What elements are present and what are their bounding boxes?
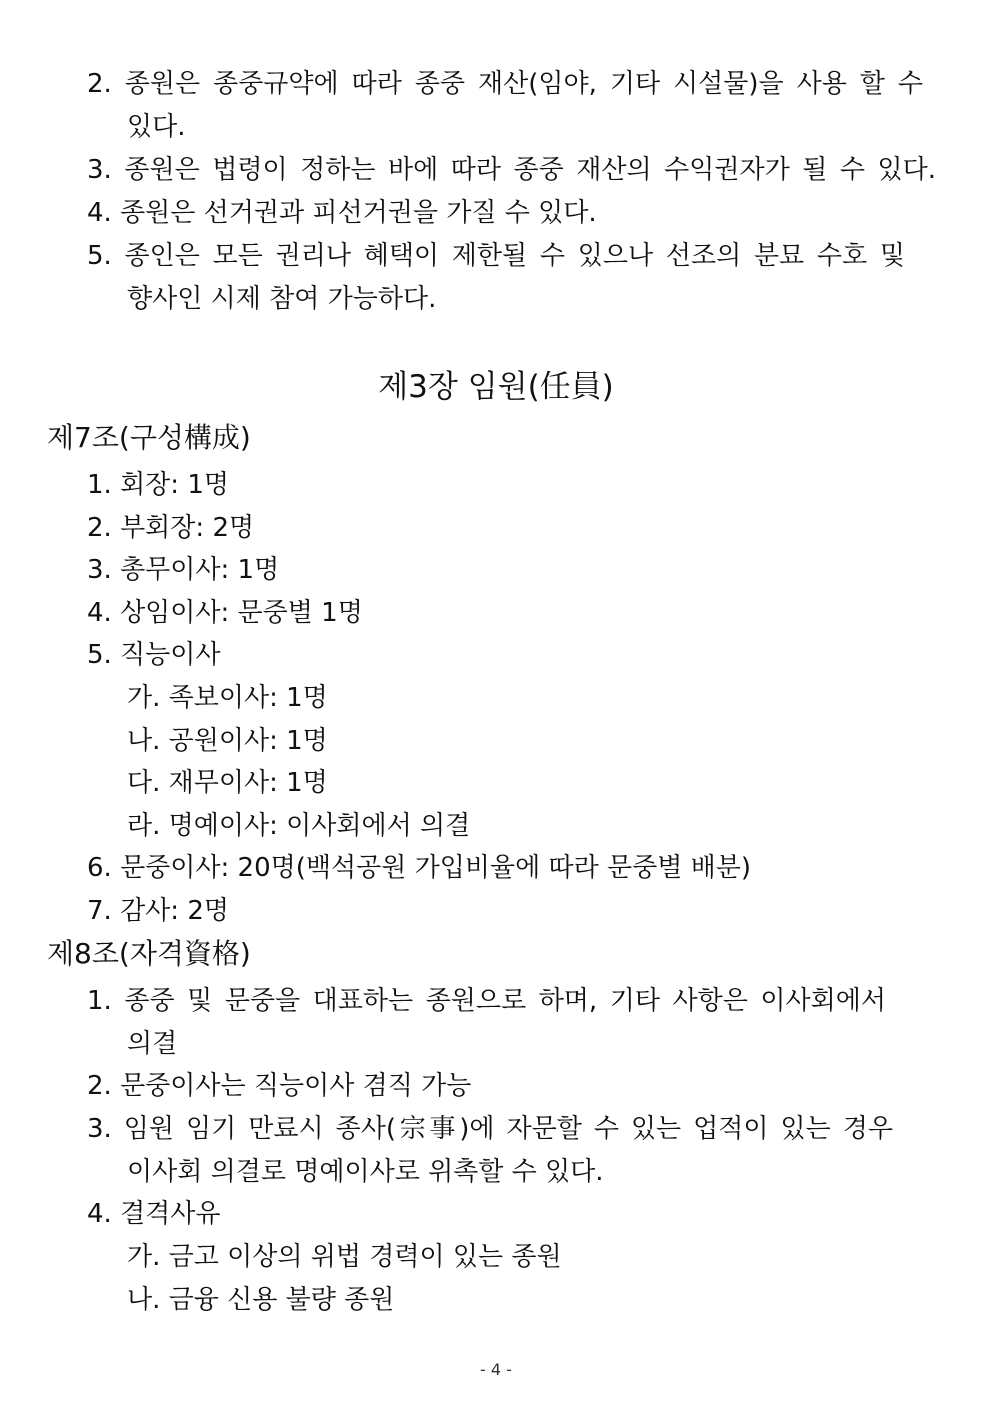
article-7-sub-item: 가. 족보이사: 1명	[127, 683, 328, 713]
article-7-title: 제7조(구성構成)	[47, 421, 251, 454]
article-8-sub-item: 나. 금융 신용 불량 종원	[127, 1285, 395, 1315]
item-2-line1: 2. 종원은 종중규약에 따라 종중 재산(임야, 기타 시설물)을 사용 할 수	[87, 69, 923, 99]
item-4: 4. 종원은 선거권과 피선거권을 가질 수 있다.	[87, 198, 597, 228]
article-7-item: 7. 감사: 2명	[87, 896, 229, 926]
item-3: 3. 종원은 법령이 정하는 바에 따라 종중 재산의 수익권자가 될 수 있다.	[87, 155, 936, 185]
article-8-item-1-line2: 의결	[127, 1029, 178, 1059]
article-8-item-3-line2: 이사회 의결로 명예이사로 위촉할 수 있다.	[127, 1157, 604, 1187]
article-8-item-1-line1: 1. 종중 및 문중을 대표하는 종원으로 하며, 기타 사항은 이사회에서	[87, 986, 886, 1016]
article-7-item: 1. 회장: 1명	[87, 470, 229, 500]
article-8-item-3-line1: 3. 임원 임기 만료시 종사(宗事)에 자문할 수 있는 업적이 있는 경우	[87, 1114, 893, 1144]
article-8-item-4: 4. 결격사유	[87, 1199, 221, 1229]
item-2-line2: 있다.	[127, 112, 186, 142]
article-8-item-2: 2. 문중이사는 직능이사 겸직 가능	[87, 1071, 472, 1101]
chapter-title: 제3장 임원(任員)	[378, 369, 614, 405]
article-8-sub-item: 가. 금고 이상의 위법 경력이 있는 종원	[127, 1242, 562, 1272]
page-number: - 4 -	[480, 1360, 512, 1379]
article-7-item: 3. 총무이사: 1명	[87, 555, 280, 585]
article-8-title: 제8조(자격資格)	[47, 937, 251, 970]
article-7-sub-item: 라. 명예이사: 이사회에서 의결	[127, 811, 471, 841]
article-7-item: 2. 부회장: 2명	[87, 513, 255, 543]
article-7-sub-item: 다. 재무이사: 1명	[127, 768, 328, 798]
article-7-sub-item: 나. 공원이사: 1명	[127, 726, 328, 756]
article-7-item: 6. 문중이사: 20명(백석공원 가입비율에 따라 문중별 배분)	[87, 853, 751, 883]
article-7-item: 4. 상임이사: 문중별 1명	[87, 598, 363, 628]
item-5-line1: 5. 종인은 모든 권리나 혜택이 제한될 수 있으나 선조의 분묘 수호 및	[87, 241, 905, 271]
item-5-line2: 향사인 시제 참여 가능하다.	[127, 284, 437, 314]
article-7-item: 5. 직능이사	[87, 640, 221, 670]
